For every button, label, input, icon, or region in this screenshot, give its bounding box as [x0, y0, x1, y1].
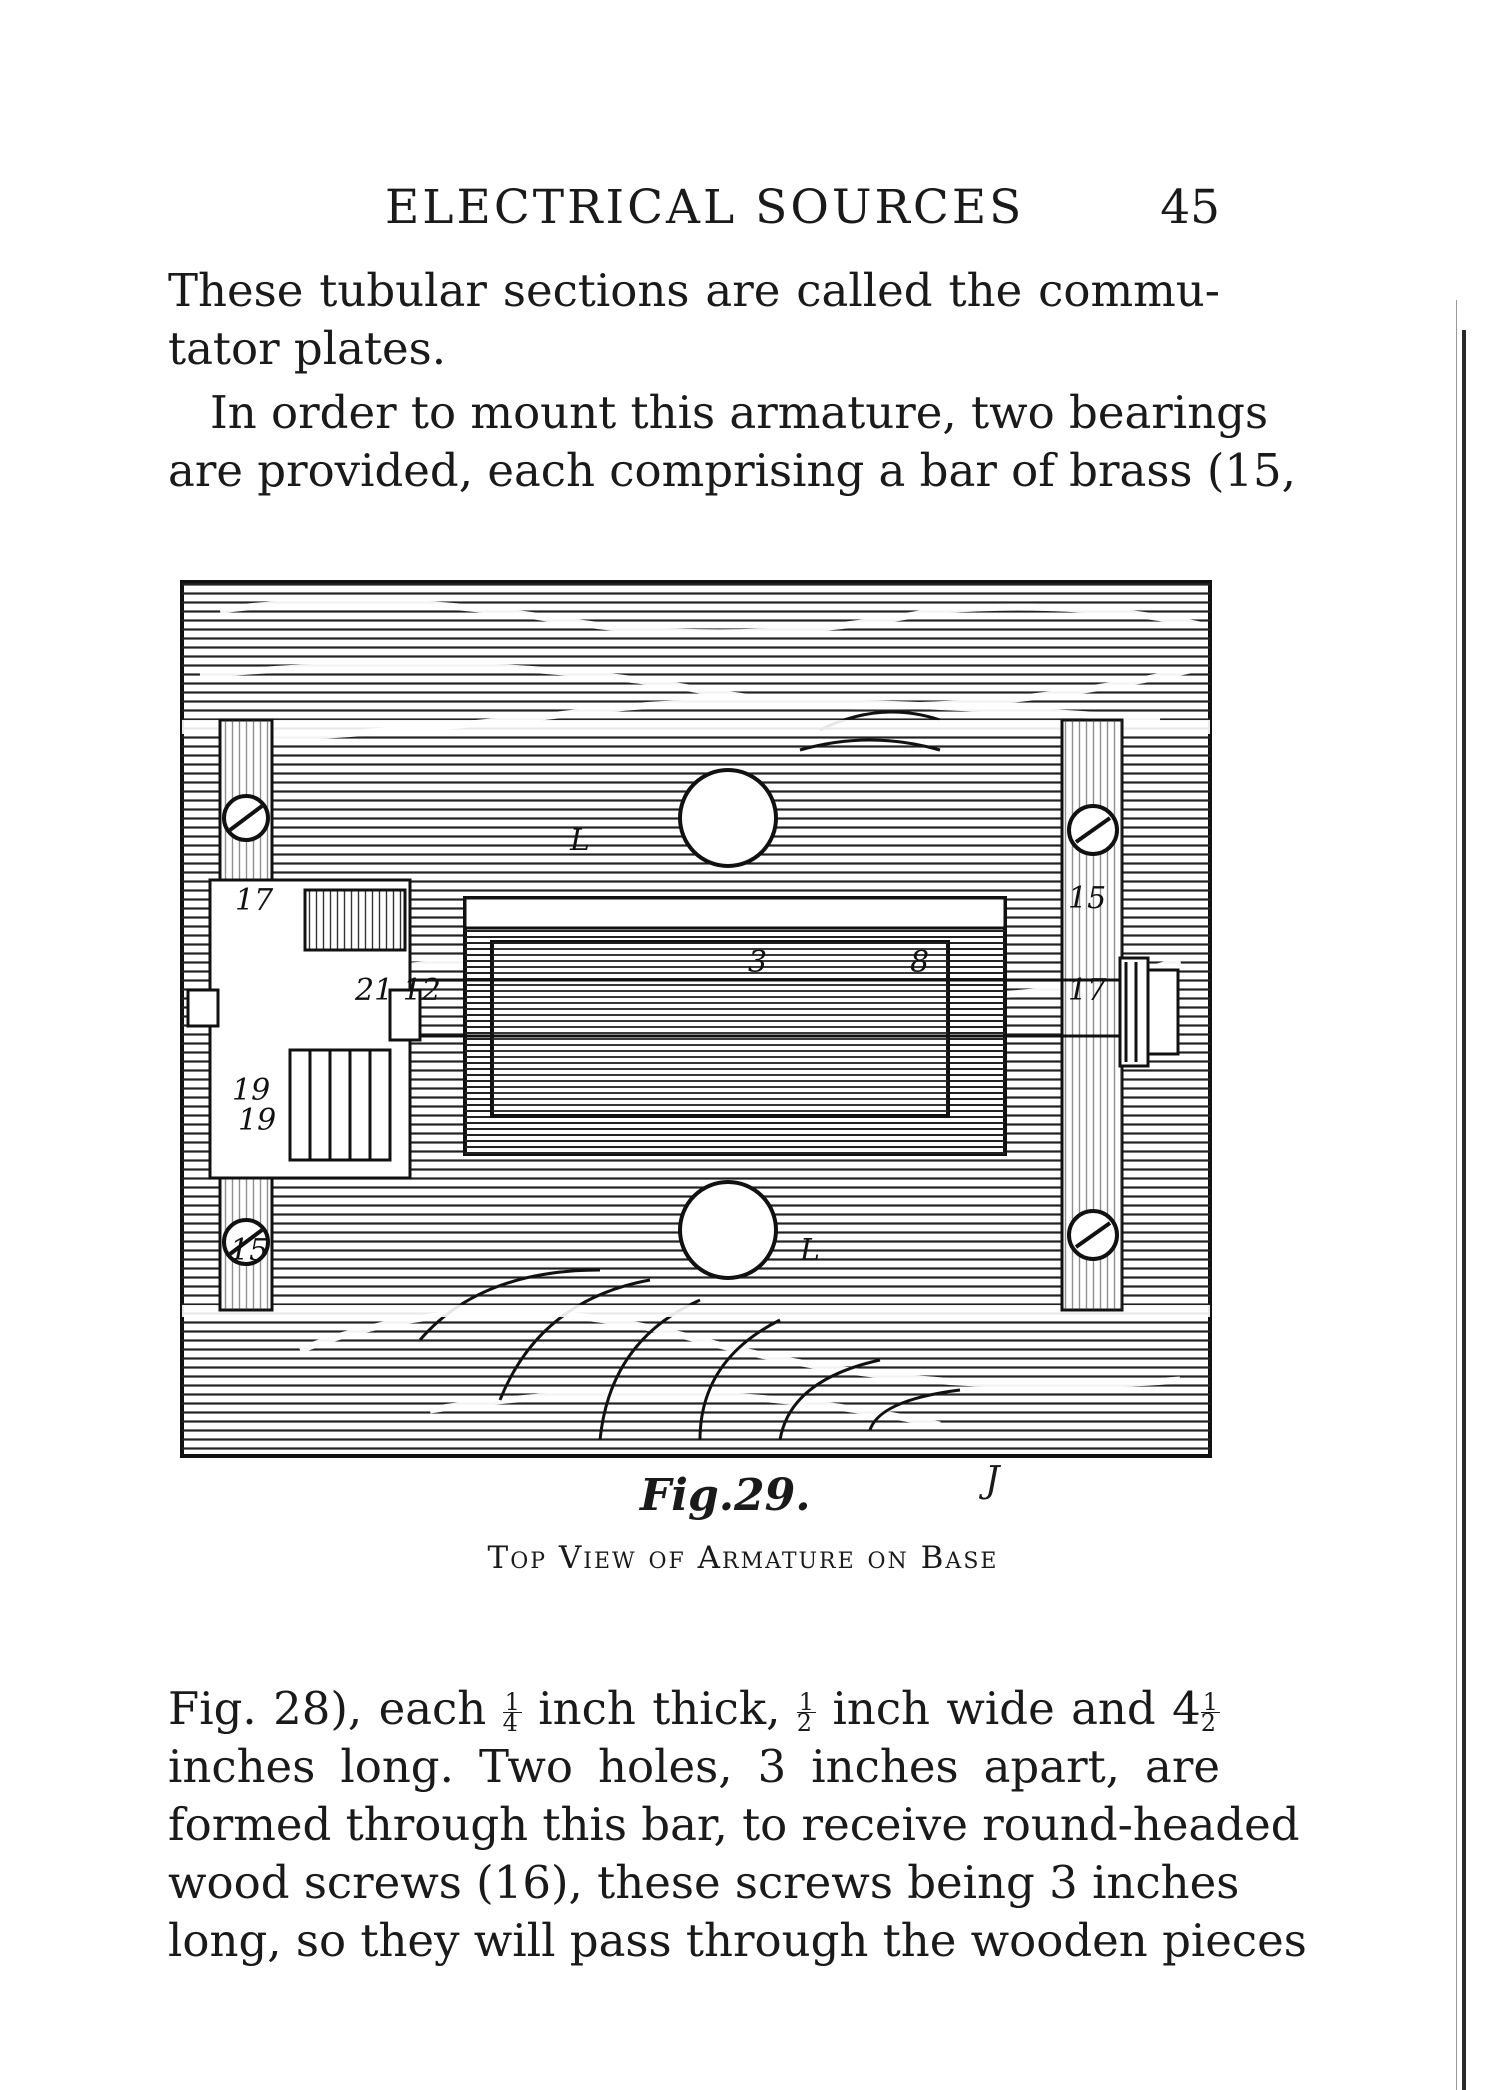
fraction: [1200, 1688, 1220, 1737]
text-line: In order to mount this armature, two bearings: [210, 386, 1269, 439]
svg-text:17: 17: [1068, 973, 1107, 1008]
paragraph-commutator: [168, 262, 1220, 378]
page-edge: [1462, 330, 1466, 2090]
page-header: [170, 180, 1220, 240]
fraction-numerator: 1: [504, 1688, 520, 1716]
paragraph-bearing-dimensions: [168, 1680, 1307, 1970]
figure-armature-engraving: [180, 580, 1212, 1458]
page-number: 45: [1160, 180, 1220, 235]
svg-text:15: 15: [1068, 881, 1107, 916]
text-line: wood screws (16), these screws being 3 inches: [168, 1856, 1240, 1909]
engraver-mark: J: [985, 1460, 1000, 1501]
fraction-denominator: 4: [502, 1709, 518, 1737]
svg-text:L: L: [800, 1233, 820, 1268]
svg-text:8: 8: [910, 945, 930, 980]
text-line: These tubular sections are called the commu-: [168, 264, 1220, 317]
fraction-numerator: 1: [798, 1688, 815, 1716]
text-line: formed through this bar, to receive round-headed: [168, 1798, 1300, 1851]
base-hole-top: [680, 770, 776, 866]
text-run: inch wide and 4: [832, 1682, 1201, 1735]
svg-text:3: 3: [748, 945, 768, 980]
fraction-denominator: 2: [1200, 1709, 1216, 1737]
text-line: are provided, each comprising a bar of brass (15,: [168, 444, 1296, 497]
svg-text:L: L: [570, 823, 590, 858]
text-line: inches long. Two holes, 3 inches apart, are: [168, 1740, 1220, 1793]
paragraph-bearings: [168, 384, 1296, 500]
svg-text:15: 15: [230, 1233, 269, 1268]
page-edge-shadow: [1456, 300, 1457, 2090]
text-run: Fig. 28), each: [168, 1682, 487, 1735]
running-head: ELECTRICAL SOURCES: [385, 180, 1025, 235]
svg-text:19: 19: [232, 1073, 271, 1108]
text-run: inch thick,: [538, 1682, 781, 1735]
fraction-denominator: 2: [796, 1709, 813, 1737]
fraction-numerator: 1: [1202, 1688, 1218, 1716]
text-line: long, so they will pass through the wooden pieces: [168, 1914, 1307, 1967]
commutator: [188, 880, 420, 1178]
fraction: [796, 1688, 816, 1737]
base-hole-bottom: [680, 1182, 776, 1278]
svg-text:21 12: 21 12: [355, 973, 441, 1008]
pulley: [1120, 958, 1178, 1066]
text-line: tator plates.: [168, 322, 447, 375]
text-line: [168, 1680, 1220, 1738]
svg-text:17: 17: [235, 883, 274, 918]
fraction: [502, 1688, 522, 1737]
svg-text:19: 19: [238, 1103, 277, 1138]
figure-caption: Top View of Armature on Base: [487, 1540, 999, 1576]
figure-label: Fig.29.: [640, 1470, 811, 1521]
armature-illustration: [180, 580, 1212, 1458]
